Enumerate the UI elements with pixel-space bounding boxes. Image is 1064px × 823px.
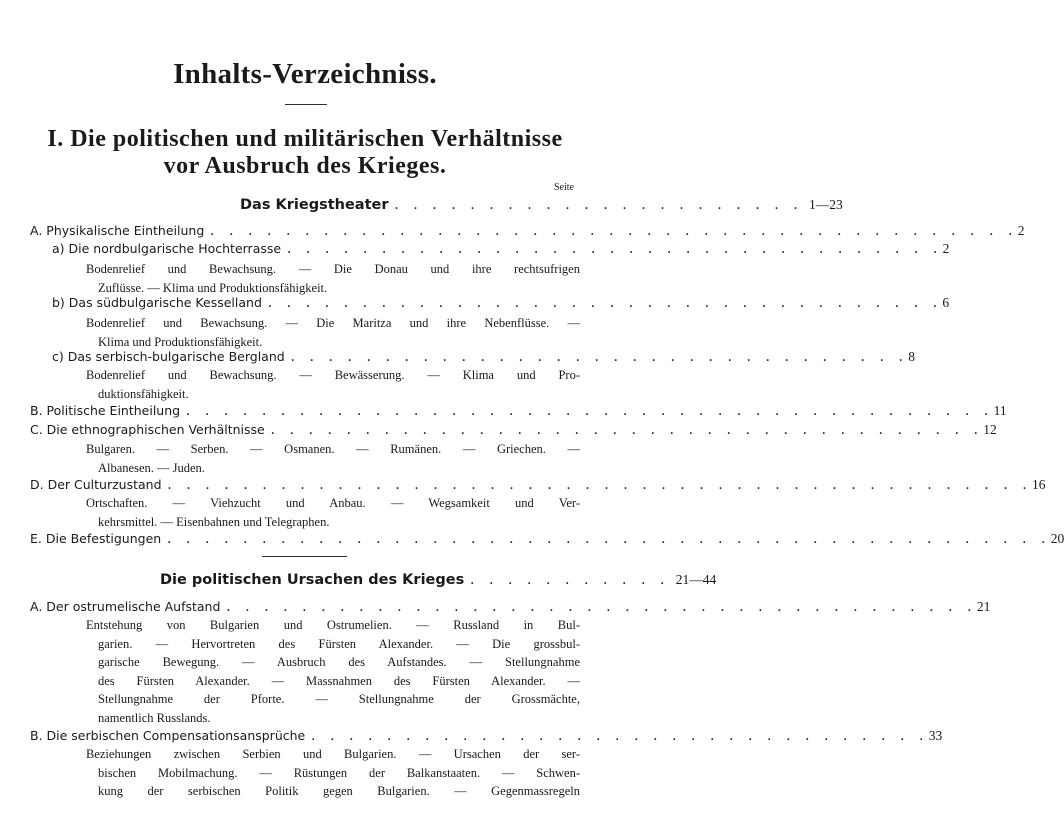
entry-description [86,314,580,351]
entry-description [86,616,580,727]
description-line: Entstehung von Bulgarien und Ostrumelien. — Russland in Bul- [86,618,580,632]
entry-label: B. Die serbischen Compensationsansprüche [30,728,306,743]
section-page-range: 21—44 [675,572,717,587]
entry-page: 20 [1050,531,1064,546]
entry-label: c) Das serbisch-bulgarische Bergland [52,349,285,364]
entry-description [86,494,580,531]
entry-page: 8 [908,349,915,364]
page-title: Inhalts-Verzeichniss. [173,58,437,90]
toc-entry: A. Physikalische Eintheilung . . . . . . . . . . . . . . . . . . . . . . . . . . . . . . . . . . . . . . . . . . . 2 [30,222,1025,239]
section-title: Das Kriegstheater [240,197,389,213]
description-line: Bulgaren. — Serben. — Osmanen. — Rumänen. — Griechen. — [86,442,580,456]
toc-entry: B. Die serbischen Compensationsansprüche . . . . . . . . . . . . . . . . . . . . . . . . . . . . . . . . . 33 [30,727,943,744]
entry-page: 2 [942,241,950,256]
toc-entry: C. Die ethnographischen Verhältnisse . . . . . . . . . . . . . . . . . . . . . . . . . . . . . . . . . . . . . . 12 [30,421,997,438]
entry-page: 11 [993,403,1007,418]
section-divider [262,556,347,557]
entry-label: C. Die ethnographischen Verhältnisse [30,422,265,437]
entry-label: a) Die nordbulgarische Hochterrasse [52,241,282,256]
description-line: Zuflüsse. — Klima und Produktionsfähigkeit. [98,280,328,295]
toc-entry: E. Die Befestigungen . . . . . . . . . . . . . . . . . . . . . . . . . . . . . . . . . . . . . . . . . . . . . . . 20 [30,530,1064,547]
entry-label: E. Die Befestigungen [30,531,162,546]
description-line: bischen Mobilmachung. — Rüstungen der Balkanstaaten. — Schwen- [98,765,580,780]
toc-entry: a) Die nordbulgarische Hochterrasse . . . . . . . . . . . . . . . . . . . . . . . . . . . . . . . . . . . 2 [52,240,950,257]
page-column-label: Seite [554,182,574,193]
description-line: garische Bewegung. — Ausbruch des Aufstandes. — Stellungnahme [98,655,580,669]
entry-page: 21 [976,599,991,614]
toc-entry: A. Der ostrumelische Aufstand . . . . . . . . . . . . . . . . . . . . . . . . . . . . . . . . . . . . . . . . 21 [30,598,991,615]
entry-page: 12 [983,422,997,437]
entry-page: 33 [928,728,943,743]
entry-description [86,440,580,477]
section-heading: Die politischen Ursachen des Krieges . . . . . . . . . . . 21—44 [160,571,717,588]
entry-label: A. Physikalische Eintheilung [30,223,205,238]
description-line: Bodenrelief und Bewachsung. — Die Maritza und ihre Nebenflüsse. — [86,316,580,330]
entry-description [86,366,580,403]
title-divider [285,104,327,105]
section-page-range: 1—23 [809,197,843,212]
description-line: Stellungnahme der Pforte. — Stellungnahme der Grossmächte, [98,692,580,706]
entry-page: 2 [1017,223,1025,238]
entry-page: 6 [942,295,950,310]
description-line: duktionsfähigkeit. [98,386,189,401]
toc-entry: b) Das südbulgarische Kesselland . . . . . . . . . . . . . . . . . . . . . . . . . . . . . . . . . . . . 6 [52,294,950,311]
entry-label: b) Das südbulgarische Kesselland [52,295,262,310]
description-line: Ortschaften. — Viehzucht und Anbau. — Wegsamkeit und Ver- [86,496,580,510]
toc-entry: D. Der Culturzustand . . . . . . . . . . . . . . . . . . . . . . . . . . . . . . . . . . . . . . . . . . . . . . 16 [30,476,1046,493]
toc-entry: c) Das serbisch-bulgarische Bergland . . . . . . . . . . . . . . . . . . . . . . . . . . . . . . . . . 8 [52,348,915,365]
part-heading-line-1: I. Die politischen und militärischen Verhältnisse [47,126,563,152]
entry-description [86,260,580,297]
description-line: des Fürsten Alexander. — Massnahmen des Fürsten Alexander. — [98,673,580,688]
description-line: kung der serbischen Politik gegen Bulgarien. — Gegenmassregeln [98,784,580,798]
description-line: Bodenrelief und Bewachsung. — Die Donau und ihre rechtsufrigen [86,262,580,276]
section-heading: Das Kriegstheater . . . . . . . . . . . . . . . . . . . . . . 1—23 [240,196,843,213]
entry-label: B. Politische Eintheilung [30,403,181,418]
part-heading-line-2: vor Ausbruch des Krieges. [163,153,447,179]
description-line: Albanesen. — Juden. [98,460,205,475]
description-line: Klima und Produktionsfähigkeit. [98,334,263,349]
entry-label: D. Der Culturzustand [30,477,162,492]
description-line: garien. — Hervortreten des Fürsten Alexander. — Die grossbul- [98,636,580,651]
description-line: Bodenrelief und Bewachsung. — Bewässerung. — Klima und Pro- [86,368,580,382]
entry-page: 16 [1032,477,1046,492]
entry-description [86,745,580,801]
entry-label: A. Der ostrumelische Aufstand [30,599,221,614]
description-line: kehrsmittel. — Eisenbahnen und Telegraphen. [98,514,330,529]
toc-entry: B. Politische Eintheilung . . . . . . . . . . . . . . . . . . . . . . . . . . . . . . . . . . . . . . . . . . . 11 [30,402,1007,419]
description-line: namentlich Russlands. [98,710,211,725]
description-line: Beziehungen zwischen Serbien und Bulgarien. — Ursachen der ser- [86,747,580,761]
section-title: Die politischen Ursachen des Krieges [160,572,465,588]
